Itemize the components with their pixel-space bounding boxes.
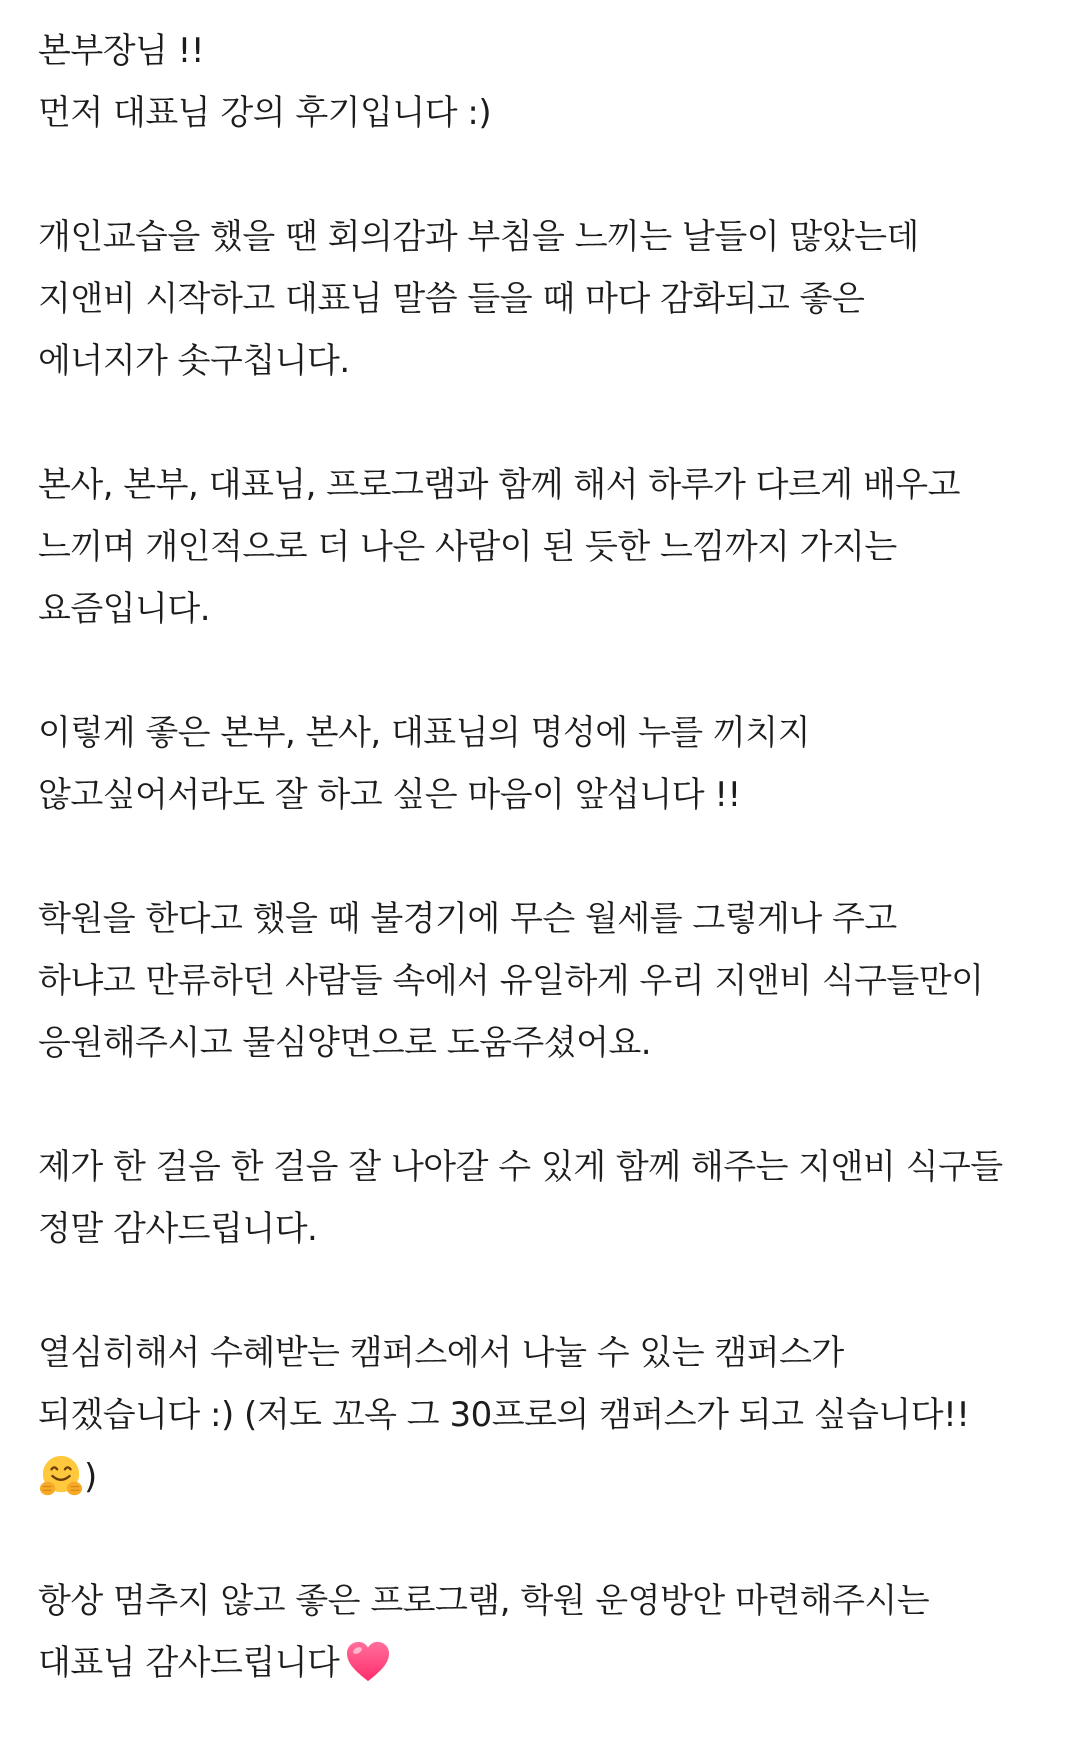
paragraph-6-line-1: 열심히해서 수혜받는 캠퍼스에서 나눌 수 있는 캠퍼스가 [38,1333,844,1373]
paragraph-4-line-3: 응원해주시고 물심양면으로 도움주셨어요. [38,1023,652,1063]
paragraph-gap [38,1508,1058,1570]
paragraph-2-line-1: 본사, 본부, 대표님, 프로그램과 함께 해서 하루가 다르게 배우고 [38,465,960,505]
pink-heart-icon [345,1640,391,1684]
paragraph-7-line-1: 항상 멈추지 않고 좋은 프로그램, 학원 운영방안 마련해주시는 [38,1581,930,1621]
paragraph-5-line-1: 제가 한 걸음 한 걸음 잘 나아갈 수 있게 함께 해주는 지앤비 식구들 [38,1147,1003,1187]
paragraph-2-line-2: 느끼며 개인적으로 더 나은 사람이 된 듯한 느낌까지 가지는 [38,527,897,567]
paragraph-gap [38,826,1058,888]
paragraph-gap [38,144,1058,206]
paragraph-5-line-2: 정말 감사드립니다. [38,1209,318,1249]
paragraph-7-line-2-text: 대표님 감사드립니다 [38,1643,340,1683]
paragraph-gap [38,1260,1058,1322]
paragraph-6-closing-paren: ) [84,1457,97,1497]
paragraph-gap [38,640,1058,702]
paragraph-gap [38,392,1058,454]
paragraph-2-line-3: 요즘입니다. [38,589,211,629]
paragraph-7-line-2 [38,1632,1058,1694]
paragraph-3-line-2: 않고싶어서라도 잘 하고 싶은 마음이 앞섭니다 !! [38,775,741,815]
paragraph-4-line-1: 학원을 한다고 했을 때 불경기에 무슨 월세를 그렇게나 주고 [38,899,897,939]
message-body [38,20,1058,1694]
greeting-line: 본부장님 !! [38,31,204,71]
paragraph-6-line-2: 되겠습니다 :) (저도 꼬옥 그 30프로의 캠퍼스가 되고 싶습니다!! [38,1395,970,1435]
paragraph-1-line-3: 에너지가 솟구칩니다. [38,341,350,381]
intro-line: 먼저 대표님 강의 후기입니다 :) [38,93,492,133]
paragraph-3-line-1: 이렇게 좋은 본부, 본사, 대표님의 명성에 누를 끼치지 [38,713,810,753]
paragraph-gap [38,1074,1058,1136]
hugging-face-icon [38,1453,84,1499]
paragraph-1-line-2: 지앤비 시작하고 대표님 말씀 들을 때 마다 감화되고 좋은 [38,279,865,319]
paragraph-4-line-2: 하냐고 만류하던 사람들 속에서 유일하게 우리 지앤비 식구들만이 [38,961,984,1001]
paragraph-1-line-1: 개인교습을 했을 땐 회의감과 부침을 느끼는 날들이 많았는데 [38,217,919,257]
paragraph-6-line-3 [38,1446,1058,1508]
